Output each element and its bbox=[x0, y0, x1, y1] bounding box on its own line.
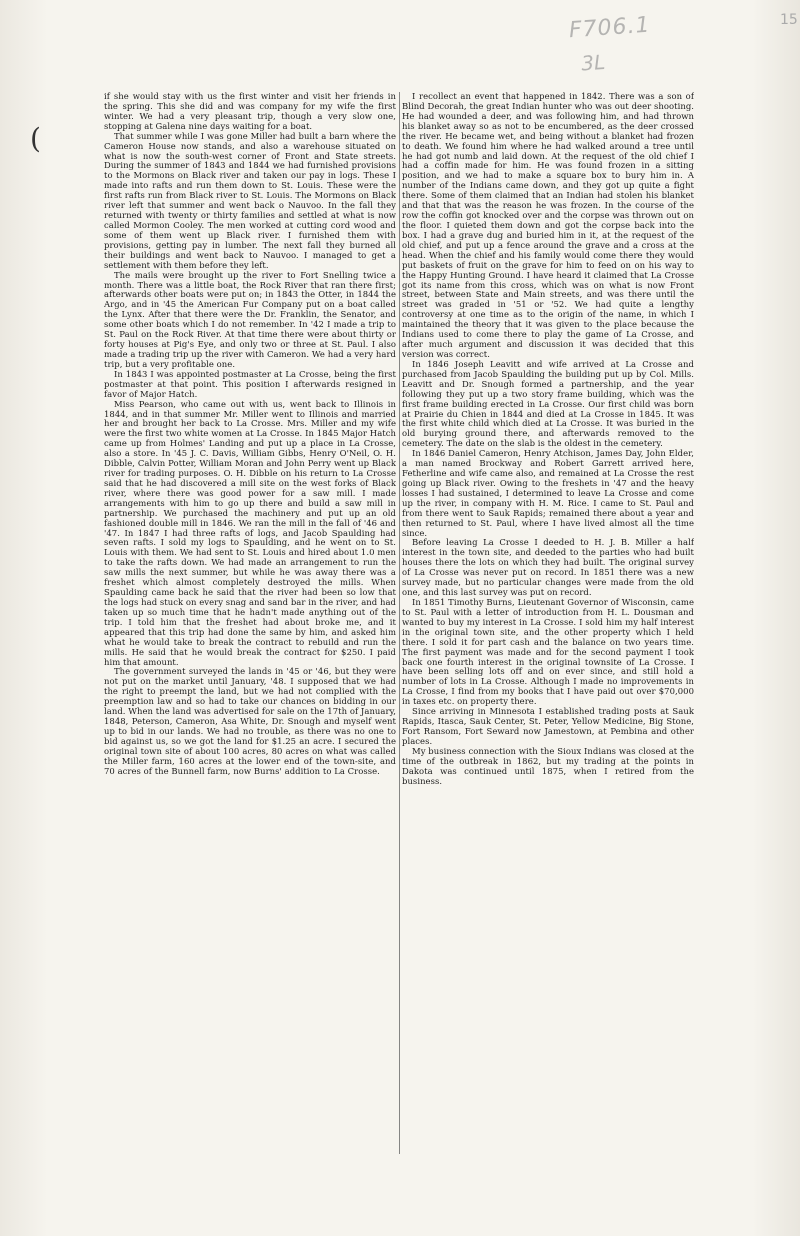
paragraph: In 1843 I was appointed postmaster at La Crosse, being the first postmaster at that point. This position I afterwards resigned in favor of Major Hatch. bbox=[104, 368, 396, 399]
paragraph: In 1846 Daniel Cameron, Henry Atchison, James Day, John Elder, a man named Brockway and Robert Garrett arrived here, Fetherline and wife came also, and remained at La Crosse the rest going up Black river. Owing to the freshets in '47 and the heavy losses I had sustained, I determined to leave La Crosse and come up the river, in company with H. M. Rice. I came to St. Paul and from there went to Sauk Rapids; remained there about a year and then returned to St. Paul, where I have lived almost all the time since. bbox=[402, 448, 694, 538]
handwritten-note-line-1: F706.1 bbox=[568, 12, 652, 44]
paragraph: I recollect an event that happened in 1842. There was a son of Blind Decorah, the great Indian hunter who was out deer shooting. He had wounded a deer, and was following him, and had thrown his blanket away so as not to be encumbered, as the deer crossed the river. He became wet, and being without a blanket had frozen to death. We found him where he had walked around a tree until he had got numb and laid down. At the request of the old chief I had a coffin made for him. He was found frozen in a sitting position, and we had to make a square box to bury him in. A number of the Indians came down, and they got up quite a fight there. Some of them claimed that an Indian had stolen his blanket and that that was the reason he was frozen. In the course of the row the coffin got knocked over and the corpse was thrown out on the floor. I quieted them down and got the corpse back into the box. I had a grave dug and buried him in it, at the request of the old chief, and put up a fence around the grave and a cross at the head. When the chief and his family would come there they would put baskets of fruit on the grave for him to feed on on his way to the Happy Hunting Ground. I have heard it claimed that La Crosse got its name from this cross, which was on what is now Front street, between State and Main streets, and was there until the street was graded in '51 or '52. We had quite a lengthy controversy at one time as to the origin of the name, in which I maintained the theory that it was given to the place because the Indians used to come there to play the game of La Crosse, and after much argument and discussion it was decided that this version was correct. bbox=[402, 92, 694, 359]
paragraph: if she would stay with us the first winter and visit her friends in the spring. This she did and was company for my wife the first winter. We had a very pleasant trip, though a very slow one, stopping at Galena nine days waiting for a boat. bbox=[104, 92, 396, 131]
paragraph: The mails were brought up the river to Fort Snelling twice a month. There was a little boat, the Rock River that ran there first; afterwards other boats were put on; in 1843 the Otter, in 1844 the Argo, and in '45 the American Fur Company put on a boat called the Lynx. After that there were the Dr. Franklin, the Senator, and some other boats which I do not remember. In '42 I made a trip to St. Paul on the Rock River. At that time there were about thirty or forty houses at Pig's Eye, and only two or three at St. Paul. I also made a trading trip up the river with Cameron. We had a very hard trip, but a very profitable one. bbox=[104, 269, 396, 369]
paragraph: Before leaving La Crosse I deeded to H. J. B. Miller a half interest in the town site, and deeded to the parties who had built houses there the lots on which they had built. The original survey of La Crosse was never put on record. In 1851 there was a new survey made, but no particular changes were made from the old one, and this last survey was put on record. bbox=[402, 537, 694, 598]
text-column-right bbox=[402, 92, 694, 1212]
paragraph: The government surveyed the lands in '45 or '46, but they were not put on the market until January, '48. I supposed that we had the right to preempt the land, but we had not complied with the preemption law and so had to take our chances on bidding in our land. When the land was advertised for sale on the 17th of January, 1848, Peterson, Cameron, Asa White, Dr. Snough and myself went up to bid in our lands. We had no trouble, as there was no one to bid against us, so we got the land for $1.25 an acre. I secured the original town site of about 100 acres, 80 acres on what was called the Miller farm, 160 acres at the lower end of the town-site, and 70 acres of the Bunnell farm, now Burns' addition to La Crosse. bbox=[104, 666, 396, 776]
paragraph: That summer while I was gone Miller had built a barn where the Cameron House now stands, and also a warehouse situated on what is now the south-west corner of Front and State streets. During the summer of 1843 and 1844 we had furnished provisions to the Mormons on Black river and taken our pay in logs. These I made into rafts and run them down to St. Louis. These were the first rafts run from Black river to St. Louis. The Mormons on Black river left that summer and went back o Nauvoo. In the fall they returned with twenty or thirty families and settled at what is now called Mormon Cooley. The men worked at cutting cord wood and some of them went up Black river. I furnished them with provisions, getting pay in lumber. The next fall they burned all their buildings and went back to Nauvoo. I managed to get a settlement with them before they left. bbox=[104, 130, 396, 270]
handwritten-note-line-2: 3L bbox=[580, 49, 606, 76]
page-marker: 15 bbox=[780, 12, 798, 28]
paragraph: In 1846 Joseph Leavitt and wife arrived at La Crosse and purchased from Jacob Spaulding the building put up by Col. Mills. Leavitt and Dr. Snough formed a partnership, and the year following they put up a two story frame building, which was the first frame building erected in La Crosse. Our first child was born at Prairie du Chien in 1844 and died at La Crosse in 1845. It was the first white child which died at La Crosse. It was buried in the old burying ground there, and afterwards removed to the cemetery. The date on the slab is the oldest in the cemetery. bbox=[402, 358, 694, 449]
paragraph: In 1851 Timothy Burns, Lieutenant Governor of Wisconsin, came to St. Paul with a letter of introduction from H. L. Dousman and wanted to buy my interest in La Crosse. I sold him my half interest in the original town site, and the other property which I held there. I sold it for part cash and the balance on two years time. The first payment was made and for the second payment I took back one fourth interest in the original townsite of La Crosse. I have been selling lots off and on ever since, and still hold a number of lots in La Crosse. Although I made no improvements in La Crosse, I find from my books that I have paid out over $70,000 in taxes etc. on property there. bbox=[402, 597, 694, 707]
paragraph: Since arriving in Minnesota I established trading posts at Sauk Rapids, Itasca, Sauk Center, St. Peter, Yellow Medicine, Big Stone, Fort Ransom, Fort Seward now Jamestown, at Pembina and other places. bbox=[402, 706, 694, 746]
paragraph: My business connection with the Sioux Indians was closed at the time of the outbreak in 1862, but my trading at the points in Dakota was continued until 1875, when I retired from the business. bbox=[402, 745, 694, 786]
paragraph: Miss Pearson, who came out with us, went back to Illinois in 1844, and in that summer Mr. Miller went to Illinois and married her and brought her back to La Crosse. Mrs. Miller and my wife were the first two white women at La Crosse. In 1845 Major Hatch came up from Holmes' Landing and put up a place in La Crosse, also a store. In '45 J. C. Davis, William Gibbs, Henry O'Neil, O. H. Dibble, Calvin Potter, William Moran and John Perry went up Black river for trading purposes. O. H. Dibble on his return to La Crosse said that he had discovered a mill site on the west forks of Black river, where there was good power for a saw mill. I made arrangements with him to go up there and build a saw mill in partnership. We purchased the machinery and put up an old fashioned double mill in 1846. We ran the mill in the fall of '46 and '47. In 1847 I had three rafts of logs, and Jacob Spaulding had seven rafts. I sold my logs to Spaulding, and he went on to St. Louis with them. We had sent to St. Louis and hired about 1.0 men to take the rafts down. We had made an arrangement to run the saw mills the next summer, but while he was away there was a freshet which almost completely destroyed the mills. When Spaulding came back he said that the river had been so low that the logs had stuck on every snag and sand bar in the river, and had taken up so much time that he hadn't made anything out of the trip. I told him that the freshet had about broke me, and it appeared that this trip had done the same by him, and asked him what he would take to break the contract to rebuild and run the mills. He said that he would break the contract for $250. I paid him that amount. bbox=[104, 398, 396, 667]
margin-bracket: ( bbox=[30, 122, 41, 155]
column-divider bbox=[399, 92, 400, 1154]
handwritten-catalog-note bbox=[557, 0, 762, 89]
text-column-left bbox=[104, 92, 396, 1212]
